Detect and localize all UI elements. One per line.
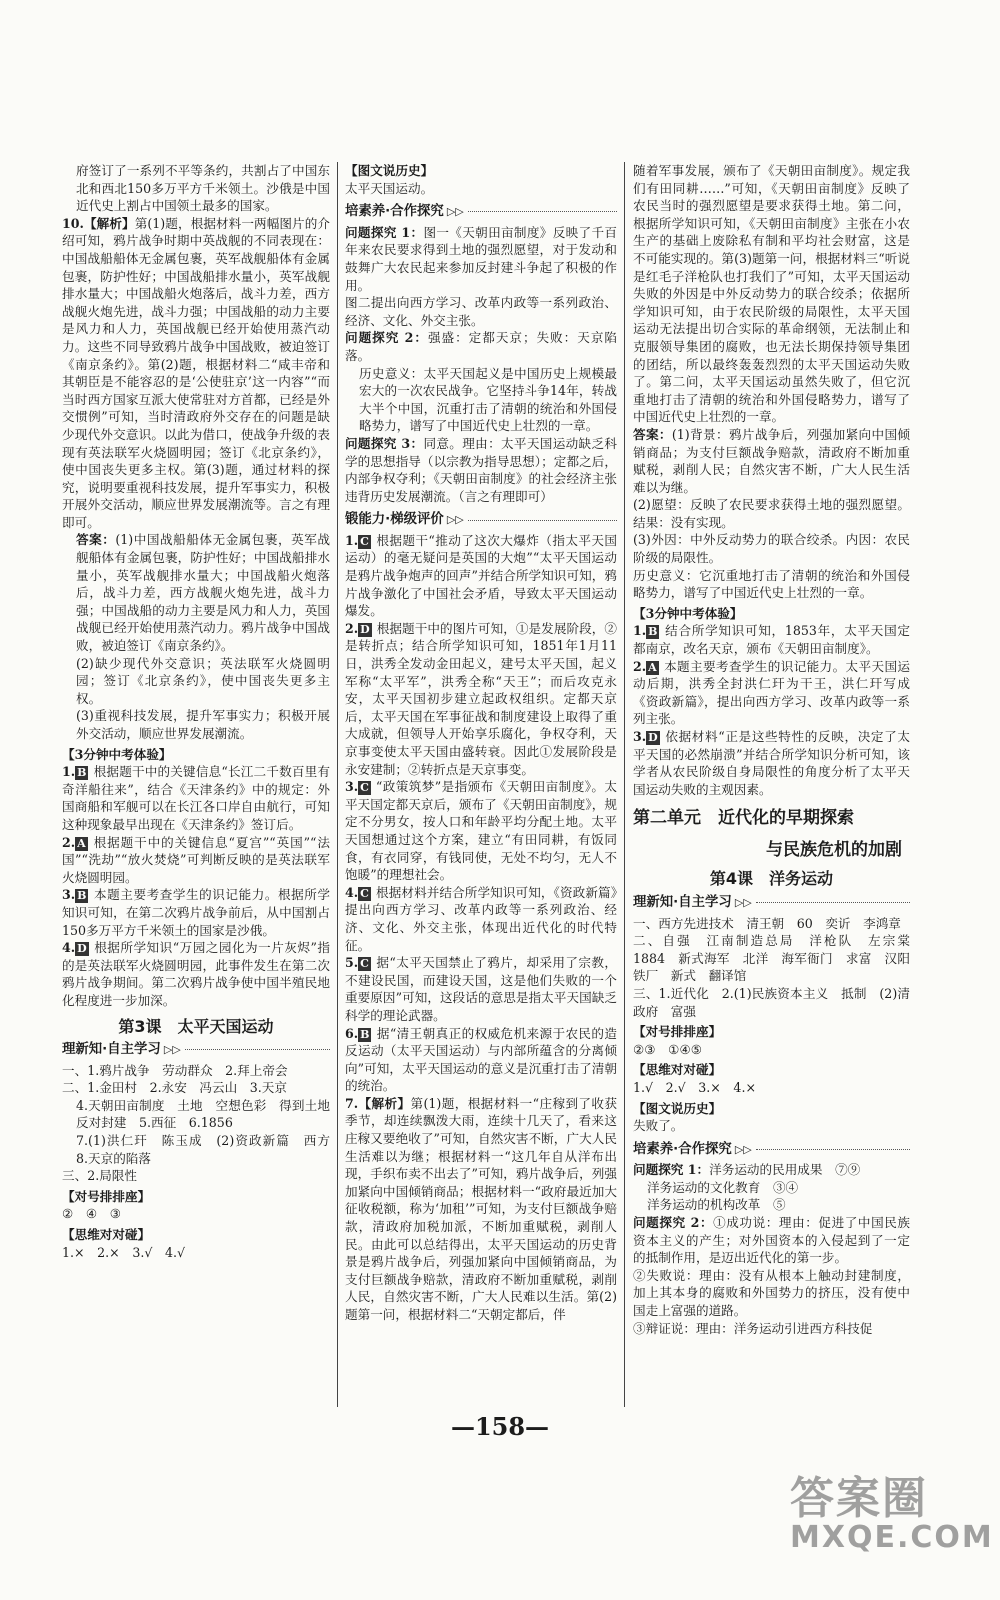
section-title: 锻能力·梯级评价 <box>345 512 444 528</box>
watermark-logo <box>790 1462 994 1592</box>
section-header <box>345 511 617 529</box>
item-text: 根据所学知识“万园之园化为一片灰烬”指的是英法联军火烧圆明园，此事件发生在第二次鸦片战争期间。第二次鸦片战争使中国半殖民地化程度进一步加深。 <box>62 940 330 1008</box>
answer-text: 图一《天朝田亩制度》反映了千百年来农民要求得到土地的强烈愿望，对于发动和鼓舞广大农民起来参加反封建斗争起了积极的作用。 <box>345 224 618 293</box>
question-label: 问题探究 1： <box>345 224 424 240</box>
answer-text: 强盛：定都天京；失败：天京陷落。 <box>345 330 617 363</box>
item-number: 1. <box>633 623 647 639</box>
item-number: 4. <box>345 884 359 900</box>
answer-line: 4.天朝田亩制度 土地 空想色彩 得到土地 反对封建 5.西征 6.1856 <box>76 1097 343 1131</box>
answer-text: (1)中国战船船体无金属包裹，英军战舰船体有金属包裹，防护性好；中国战船排水量小，英军战舰排水量大；中国战船火炮落后，战斗力差，西方战舰火炮先进，战斗力强；中国战船的动力主要是风力和人力，英国战舰已经开始使用蒸汽动力。鸦片战争中国战败，被迫签订《南京条约》。 <box>76 532 330 654</box>
column-divider <box>624 162 625 1407</box>
question-label: 问题探究 1： <box>633 1162 710 1178</box>
answer-line: 一、西方先进技术 清王朝 60 奕䜣 李鸿章 <box>633 915 901 931</box>
item-number: 3. <box>345 779 359 795</box>
double-arrow-icon: ▷▷ <box>734 895 752 909</box>
column-3 <box>633 162 923 1337</box>
answer-badge: A <box>77 836 86 850</box>
answer-badge: B <box>360 1027 370 1041</box>
answer-badge: C <box>360 886 369 900</box>
answer-text: 历史意义：它沉重地打击了清朝的统治和外国侵略势力，谱写了中国近代史上壮烈的一章。 <box>633 567 910 601</box>
item-number: 2. <box>62 834 76 850</box>
answer-line: 7.(1)洪仁玕 陈玉成 (2)资政新篇 西方 8.天京的陷落 <box>76 1133 343 1166</box>
item-number: 2. <box>633 658 647 674</box>
answer-text: 图二提出向西方学习、改革内政等一系列政治、经济、文化、外交主张。 <box>345 295 617 328</box>
item-number: 7. <box>345 1095 359 1111</box>
page-number: —158— <box>450 1412 550 1441</box>
answer-line: ②③ ①④⑤ <box>633 1041 703 1057</box>
item-text: 结合所学知识可知，1853年，太平天国定都南京，改名天京，颁布《天朝田亩制度》。 <box>633 623 910 657</box>
answer-badge: D <box>648 731 658 744</box>
item-number: 2. <box>345 620 359 636</box>
answer-badge: B <box>648 625 658 639</box>
watermark-text: 答案圈 <box>790 1473 928 1524</box>
item-text: 根据题干中的图片可知，①是发展阶段，②是转折点；结合所学知识可知，1851年1月11日，洪秀全发动金田起义，建号太平天国，起义军称“太平军”，洪秀全称“天王”；而后攻克永安，太平天国初步建立起政权组织。定都天京后，太平天国在军事征战和制度建设上取得了重大成就，但领导人开始享乐腐化，争权夺利，天京事变使太平天国由盛转衰。因此①发展阶段是永安建制；②转折点是天京事变。 <box>345 620 617 777</box>
subsection-header: 【对号排排座】 <box>62 1188 151 1204</box>
section-header <box>633 1141 910 1159</box>
answer-line: 三、1.近代化 2.(1)民族资本主义 抵制 (2)清政府 富强 <box>633 985 910 1019</box>
answer-label: 答案： <box>633 426 672 442</box>
answer-badge: C <box>360 781 369 795</box>
item-number: 6. <box>345 1025 359 1041</box>
answer-line: 二、1.金田村 2.永安 冯云山 3.天京 <box>62 1080 287 1096</box>
exam-header: 【3分钟中考体验】 <box>62 746 172 762</box>
answer-line: 太平天国运动。 <box>345 180 434 196</box>
section-title: 理新知·自主学习 <box>62 1042 161 1058</box>
exam-header: 【3分钟中考体验】 <box>633 605 743 621</box>
section-header <box>62 1041 330 1059</box>
answer-line: 一、1.鸦片战争 劳动群众 2.拜上帝会 <box>62 1062 288 1078</box>
section-header <box>345 203 617 221</box>
answer-text: ②失败说：理由：没有从根本上触动封建制度，加上其本身的腐败和外国势力的挤压，没有使中国走上富强的道路。 <box>633 1267 910 1319</box>
double-arrow-icon: ▷▷ <box>446 513 464 527</box>
answer-line: 二、自强 江南制造总局 洋枪队 左宗棠 1884 新式海军 北洋 海军衙门 求富 汉阳铁厂 新式 翻译馆 <box>633 933 923 984</box>
item-text: “政策筑梦”是指颁布《天朝田亩制度》。太平天国定都天京后，颁布了《天朝田亩制度》，规定不分男女，按人口和年龄平均分配土地。太平天国想通过这个方案，建立“有田同耕，有饭同食，有衣同穿，有钱同使，无处不均匀，无人不饱暖”的理想社会。 <box>345 779 617 883</box>
item-number: 1. <box>62 764 76 780</box>
item-text: 本题主要考查学生的识记能力。根据所学知识可知，在第二次鸦片战争前后，从中国割占150多万平方千米领土的国家是沙俄。 <box>62 887 330 938</box>
double-arrow-icon: ▷▷ <box>734 1142 752 1156</box>
answer-label: 答案： <box>76 532 116 548</box>
unit-title: 第二单元 近代化的早期探索 <box>633 808 854 829</box>
unit-subtitle: 与民族危机的加剧 <box>766 840 902 861</box>
item-text: 据“太平天国禁止了鸦片，却采用了宗教，不建设民国，而建设天国，这是他们失败的一个重要原因”可知，这段话的意思是指太平天国缺乏科学的理论武器。 <box>345 955 617 1023</box>
answer-line: 1.√ 2.√ 3.× 4.× <box>633 1079 756 1095</box>
double-arrow-icon: ▷▷ <box>163 1043 181 1057</box>
column-1 <box>62 162 343 1261</box>
item-number: 3. <box>633 729 647 744</box>
answer-badge: C <box>360 957 369 971</box>
subsection-header: 【图文说历史】 <box>633 1100 722 1116</box>
answer-badge: B <box>77 889 87 903</box>
item-number: 5. <box>345 955 359 971</box>
double-arrow-icon: ▷▷ <box>446 205 464 219</box>
answer-text: (2)愿望：反映了农民要求获得土地的强烈愿望。结果：没有实现。 <box>633 497 910 530</box>
subsection-header: 【思维对对碰】 <box>633 1062 722 1078</box>
answer-line: 失败了。 <box>633 1118 684 1134</box>
item-text: 根据材料并结合所学知识可知，《资政新篇》提出向西方学习、改革内政等一系列政治、经济、文化、外交主张，体现出近代化的时代特征。 <box>345 884 617 953</box>
section-title: 培素养·合作探究 <box>345 204 444 220</box>
item-text: 依据材料“正是这些特性的反映，决定了太平天国的必然崩溃”并结合所学知识分析可知，该学者从农民阶级自身局限性的角度分析了太平天国运动失败的主观因素。 <box>633 729 910 797</box>
item-text: 第(1)题，根据材料一“庄稼到了收获季节，却连续飘泼大雨，连续十几天了，看来这庄稼又要绝收了”可知，自然灾害不断，广大人民生活难以为继；根据材料一“这几年自从洋布出现，手织布卖不出去了”可知，鸦片战争后，列强加紧向中国倾销商品；根据材料一“政府最近加大征收税额，称为‘加租’”可知，为支付巨额战争赔款，清政府加税加派，不断加重赋税，剥削人民。由此可以总结得出，太平天国运动的历史背景是鸦片战争后，列强加紧向中国倾销商品，为支付巨额战争赔款，清政府不断加重赋税，剥削人民，自然灾害不断，广大人民难以生活。第(2)题第一问，根据材料二“天朝定都后，伴 <box>345 1095 617 1322</box>
column-2 <box>345 162 617 1324</box>
section-header <box>633 894 910 912</box>
lesson-title: 第4课 洋务运动 <box>709 869 834 889</box>
answer-line: 1.× 2.× 3.√ 4.√ <box>62 1244 185 1260</box>
item-number: 3. <box>62 887 76 903</box>
item-text: 根据题干中的关键信息“长江二千数百里有奇洋船往来”，结合《天津条约》中的规定：外国商船和军舰可以在长江各口岸自由航行，可知这种现象最早出现在《天津条约》签订后。 <box>62 764 330 832</box>
answer-text: 历史意义：太平天国起义是中国历史上规模最宏大的一次农民战争。它坚持斗争14年，转战大半个中国，沉重打击了清朝的统治和外国侵略势力，谱写了中国近代史上壮烈的一章。 <box>359 365 617 434</box>
answer-badge: C <box>360 534 369 548</box>
analysis-text: 第(1)题，根据材料一两幅图片的介绍可知，鸦片战争时期中英战舰的不同表现在：中国战船船体无金属包裹，英军战舰船体有金属包裹，防护性好；中国战船排水量小，英军战舰排水量大；中国战船火炮落后，战斗力差，西方战舰火炮先进，战斗力强；中国战船的动力主要是风力和人力，英国战舰已经开始使用蒸汽动力。这些不同导致鸦片战争中国战败，被迫签订《南京条约》。第(2)题，根据材料二“咸丰帝和其朝臣是不能容忍的是‘公使驻京’这一内容”“而当时西方国家互派大使常驻对方首都，已经是外交惯例”可知，当时清政府外交存在的问题是缺少现代外交意识。以此为借口，使战争升级的表现有英法联军火烧圆明园；签订《北京条约》，使中国丧失更多主权。第(3)题，通过材料的探究，说明要重视科技发展，提升军事实力，积极开展外交活动，顺应世界发展潮流等。言之有理即可。 <box>62 215 330 530</box>
question-label: 问题探究 3： <box>345 435 424 451</box>
question-label: 问题探究 2： <box>345 330 428 346</box>
question-label: 10.【解析】 <box>62 215 135 231</box>
answer-text: 洋务运动的机构改革 ⑤ <box>647 1197 786 1213</box>
answer-badge: A <box>648 660 657 674</box>
item-text: 据“清王朝真正的权威危机来源于农民的造反运动（太平天国运动）与内部所蕴含的分离倾向”可知，太平天国运动的意义是沉重打击了清朝的统治。 <box>345 1025 617 1094</box>
answer-line: 三、2.局限性 <box>62 1168 137 1184</box>
answer-text: (3)外因：中外反动势力的联合绞杀。内因：农民阶级的局限性。 <box>633 532 910 566</box>
answer-badge: D <box>360 622 370 636</box>
analysis-label: 【解析】 <box>358 1095 411 1111</box>
item-text: 根据题干中的关键信息“夏宫”“英国”“法国”“洗劫”“放火焚烧”可判断反映的是英法联军火烧圆明园。 <box>62 834 330 885</box>
item-text: 根据题干“推动了这次大爆炸（指太平天国运动）的毫无疑问是英国的大炮”“太平天国运动是鸦片战争炮声的回声”并结合所学知识可知，鸦片战争激化了中国社会矛盾，导致太平天国运动爆发。 <box>345 532 617 619</box>
item-number: 4. <box>62 940 76 956</box>
answer-text: 洋务运动的民用成果 ⑦⑨ <box>709 1162 861 1178</box>
answer-badge: D <box>77 942 87 956</box>
answer-line: ② ④ ③ <box>62 1206 122 1222</box>
answer-text: ③辩证说：理由：洋务运动引进西方科技促 <box>633 1320 873 1336</box>
answer-text: (2)缺少现代外交意识；英法联军火烧圆明园；签订《北京条约》，使中国丧失更多主权。 <box>76 655 330 706</box>
question-label: 问题探究 2： <box>633 1215 714 1231</box>
item-number: 1. <box>345 532 359 548</box>
subsection-header: 【思维对对碰】 <box>62 1227 151 1243</box>
lesson-title: 第3课 太平天国运动 <box>118 1016 274 1036</box>
answer-text: 洋务运动的文化教育 ③④ <box>647 1179 799 1195</box>
section-title: 培素养·合作探究 <box>633 1141 732 1157</box>
watermark-url: MXQE.COM <box>790 1520 994 1555</box>
section-title: 理新知·自主学习 <box>633 894 732 910</box>
paragraph: 府签订了一系列不平等条约，共割占了中国东北和西北150多万平方千米领土。沙俄是中国近代史上割占中国领土最多的国家。 <box>76 163 330 214</box>
answer-text: 同意。理由：太平天国运动缺乏科学的思想指导（以宗教为指导思想）；定都之后，内部争权夺利；《天朝田亩制度》的社会经济主张违背历史发展潮流。（言之有理即可） <box>345 435 618 504</box>
item-text: 本题主要考查学生的识记能力。太平天国运动后期，洪秀全封洪仁玕为干王，洪仁玕写成《资政新篇》，提出向西方学习、改革内政等一系列主张。 <box>633 658 910 727</box>
subsection-header: 【对号排排座】 <box>633 1024 722 1040</box>
answer-text: (1)背景：鸦片战争后，列强加紧向中国倾销商品；为支付巨额战争赔款，清政府不断加重赋税，剥削人民；自然灾害不断，广大人民生活难以为继。 <box>633 426 910 495</box>
answer-text: (3)重视科技发展，提升军事实力；积极开展外交活动，顺应世界发展潮流。 <box>76 708 330 741</box>
answer-text: ①成功说：理由：促进了中国民族资本主义的产生；对外国资本的入侵起到了一定的抵制作用，是迈出近代化的第一步。 <box>633 1215 910 1266</box>
paragraph: 随着军事发展，颁布了《天朝田亩制度》。规定我们有田同耕……”可知，《天朝田亩制度》反映了农民当时的强烈愿望是要求获得土地。第二问，根据所学知识可知，《天朝田亩制度》主张在小农生产的基础上废除私有制和平均社会财富，这是不可能实现的。第(3)题第一问，根据材料三“听说是红毛子洋枪队也打我们了”可知，太平天国运动失败的外因是中外反动势力的联合绞杀；依据所学知识可知，由于农民阶级的局限性，太平天国运动无法提出切合实际的革命纲领，无法制止和克服领导集团的腐败，也无法长期保持领导集团的团结，所以最终轰轰烈烈的太平天国运动失败了。第二问，太平天国运动虽然失败了，但它沉重地打击了清朝的统治和外国侵略势力，谱写了中国近代史上壮烈的一章。 <box>633 163 910 425</box>
subsection-header: 【图文说历史】 <box>345 163 434 178</box>
column-divider <box>337 162 338 1407</box>
answer-badge: B <box>77 766 87 780</box>
